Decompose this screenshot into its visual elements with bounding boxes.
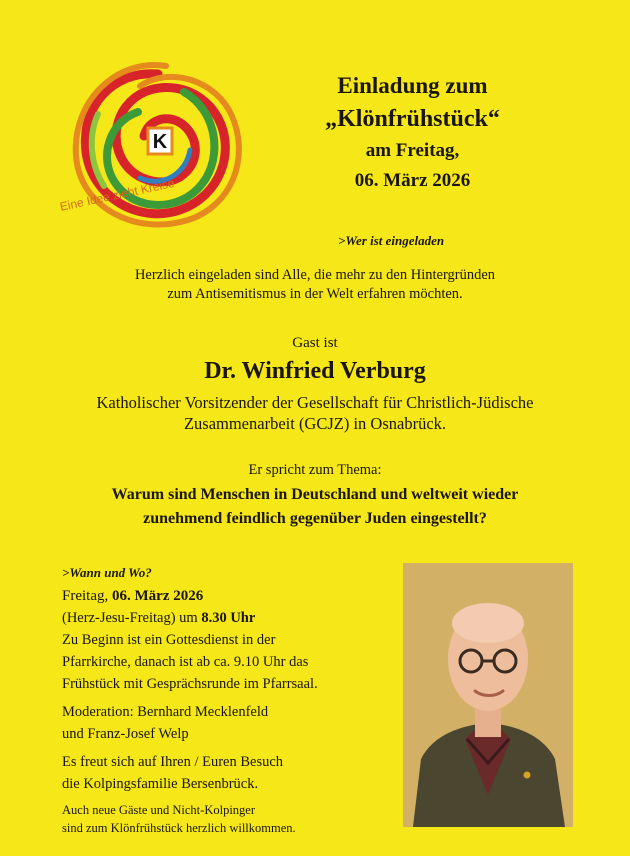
guest-photo: [403, 563, 573, 827]
event-time: 8.30 Uhr: [201, 610, 256, 626]
when-heading: >Wann und Wo?: [62, 565, 152, 580]
welcome-note-1: Auch neue Gäste und Nicht-Kolpinger: [62, 803, 255, 817]
kolping-logo: [58, 52, 258, 242]
event-date-line: [62, 585, 392, 607]
moderation-line-1: Moderation: Bernhard Mecklenfeld: [62, 704, 269, 720]
logo-slogan: Eine Idee zieht Kreise: [58, 175, 176, 214]
title-date: 06. März 2026: [354, 170, 471, 191]
guest-desc-line-2: Zusammenarbeit (GCJZ) in Osnabrück.: [183, 414, 447, 433]
title-line-3: am Freitag,: [365, 140, 460, 161]
invited-line-2: zum Antisemitismus in der Welt erfahren möchten.: [167, 286, 463, 302]
welcome-note-2: sind zum Klönfrühstück herzlich willkommen.: [62, 821, 296, 835]
guest-description: [30, 392, 600, 434]
event-desc-3: Frühstück mit Gesprächsrunde im Pfarrsaal.: [62, 676, 318, 692]
kolping-swirl-icon: [58, 52, 258, 242]
svg-text:K: K: [152, 131, 168, 153]
event-day: Freitag,: [62, 588, 109, 604]
topic-line-2: zunehmend feindlich gegenüber Juden eingestellt?: [143, 510, 487, 527]
event-desc-1: Zu Beginn ist ein Gottesdienst in der: [62, 632, 276, 648]
event-date: 06. März 2026: [112, 588, 204, 604]
guest-name: Dr. Winfried Verburg: [204, 358, 426, 384]
title-line-1: Einladung zum: [337, 73, 488, 98]
greeting-line-1: Es freut sich auf Ihren / Euren Besuch: [62, 754, 284, 770]
invited-text: [30, 266, 600, 304]
guest-label: Gast ist: [292, 335, 338, 351]
invited-line-1: Herzlich eingeladen sind Alle, die mehr zu den Hintergründen: [134, 267, 496, 283]
topic-line-1: Warum sind Menschen in Deutschland und weltweit wieder: [111, 486, 519, 503]
greeting-line-2: die Kolpingsfamilie Bersenbrück.: [62, 776, 259, 792]
topic-label: Er spricht zum Thema:: [248, 462, 382, 478]
topic-text: [30, 483, 600, 531]
when-details: [62, 585, 392, 837]
guest-desc-line-1: Katholischer Vorsitzender der Gesellschaft für Christlich-Jüdische: [96, 393, 534, 412]
event-desc-2: Pfarrkirche, danach ist ab ca. 9.10 Uhr das: [62, 654, 309, 670]
event-time-note: (Herz-Jesu-Freitag) um: [62, 610, 198, 626]
portrait-icon: [403, 563, 573, 827]
title-line-2: „Klönfrühstück“: [325, 106, 500, 132]
event-time-line: [62, 607, 392, 629]
invited-heading: >Wer ist eingeladen: [338, 233, 445, 248]
invitation-title: [300, 70, 525, 196]
moderation-line-2: und Franz-Josef Welp: [62, 726, 189, 742]
